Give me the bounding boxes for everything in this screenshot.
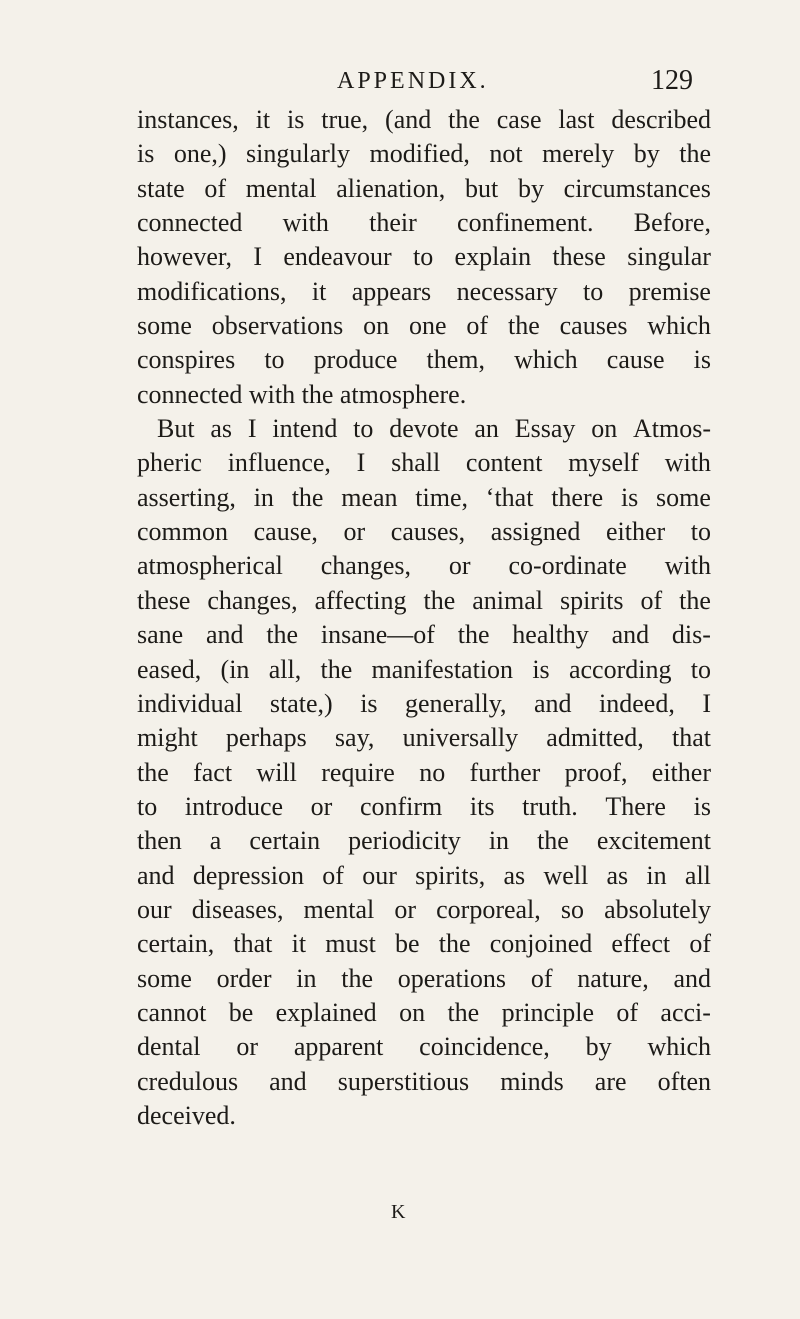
text-line: our diseases, mental or corporeal, so absolutely [137,894,711,924]
text-line: and depression of our spirits, as well as in all [137,860,711,890]
text-line: some order in the operations of nature, and [137,963,711,993]
text-line: cannot be explained on the principle of acci- [137,997,711,1027]
running-head [0,64,800,98]
text-line: But as I intend to devote an Essay on Atmos- [157,414,711,444]
paragraph [137,103,711,412]
text-line: however, I endeavour to explain these singular [137,242,711,272]
text-line: conspires to produce them, which cause is [137,345,711,375]
text-line: individual state,) is generally, and indeed, I [137,688,711,718]
body-text [137,103,711,1133]
text-line: sane and the insane—of the healthy and dis- [137,620,711,650]
signature-mark: K [391,1201,406,1223]
text-line: to introduce or confirm its truth. There is [137,791,711,821]
text-line: might perhaps say, universally admitted, that [137,723,711,753]
text-line: common cause, or causes, assigned either to [137,517,711,547]
text-line: eased, (in all, the manifestation is according to [137,654,711,684]
text-line: connected with the atmosphere. [137,379,467,409]
text-line: certain, that it must be the conjoined effect of [137,929,711,959]
text-line: credulous and superstitious minds are often [137,1066,711,1096]
text-line: state of mental alienation, but by circumstances [137,173,711,203]
text-line: instances, it is true, (and the case last described [137,105,711,134]
text-line: these changes, affecting the animal spirits of the [137,585,711,615]
text-line: is one,) singularly modified, not merely by the [137,139,711,169]
page-number: 129 [651,65,693,96]
text-line: dental or apparent coincidence, by which [137,1032,711,1062]
text-line: asserting, in the mean time, ‘that there is some [137,482,711,512]
text-line: some observations on one of the causes which [137,311,711,341]
text-line: modifications, it appears necessary to premise [137,276,711,306]
text-line: deceived. [137,1100,236,1130]
text-line: the fact will require no further proof, either [137,757,711,787]
running-title: APPENDIX. [337,68,489,94]
paragraph [137,412,711,1133]
text-line: pheric influence, I shall content myself with [137,448,711,478]
text-line: atmospherical changes, or co-ordinate with [137,551,711,581]
text-line: then a certain periodicity in the excitement [137,826,711,856]
text-line: connected with their confinement. Before, [137,208,711,238]
